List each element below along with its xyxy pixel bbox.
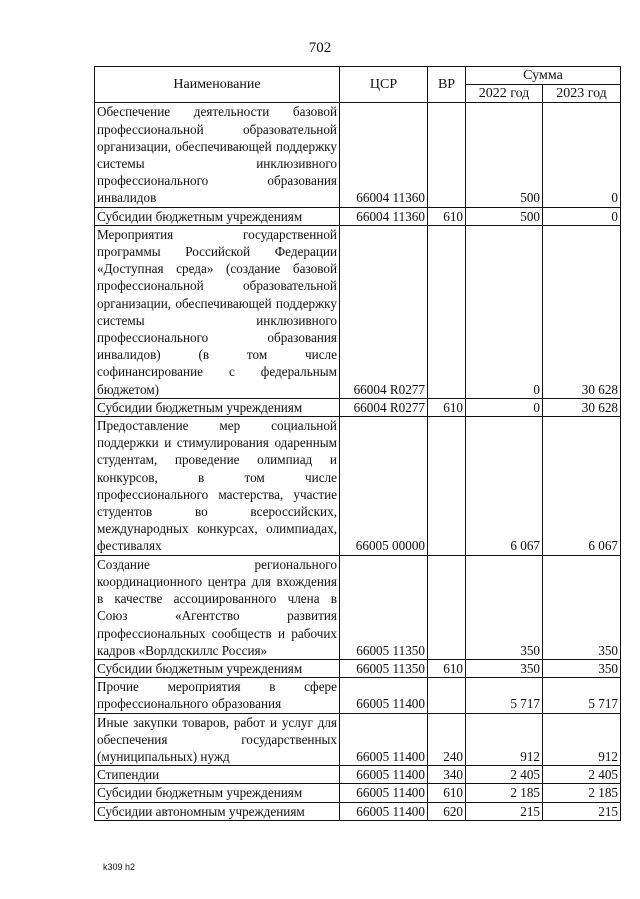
row-sum-2023: 2 405 xyxy=(543,766,621,784)
row-name: Субсидии бюджетным учреждениям xyxy=(95,207,340,225)
row-vr: 340 xyxy=(428,766,466,784)
row-vr xyxy=(428,103,466,207)
row-sum-2023: 215 xyxy=(543,802,621,820)
row-sum-2023: 30 628 xyxy=(543,398,621,416)
row-vr: 240 xyxy=(428,713,466,766)
header-year-2023: 2023 год xyxy=(543,85,621,103)
table-row xyxy=(95,659,621,677)
row-sum-2022: 215 xyxy=(466,802,543,820)
row-sum-2022: 0 xyxy=(466,398,543,416)
table-row xyxy=(95,225,621,398)
table-row xyxy=(95,678,621,713)
table-row xyxy=(95,784,621,802)
row-csr: 66005 11400 xyxy=(340,678,428,713)
row-sum-2023: 6 067 xyxy=(543,417,621,556)
row-sum-2023: 2 185 xyxy=(543,784,621,802)
row-vr: 610 xyxy=(428,659,466,677)
row-name: Обеспечение деятельности базовой профессиональной образовательной организации, обеспечивающей поддержку системы инклюзивного профессионального образования инвалидов xyxy=(95,103,340,207)
row-name: Прочие мероприятия в сфере профессионального образования xyxy=(95,678,340,713)
header-csr: ЦСР xyxy=(340,67,428,103)
row-vr: 610 xyxy=(428,784,466,802)
table-row xyxy=(95,766,621,784)
row-name: Субсидии бюджетным учреждениям xyxy=(95,784,340,802)
row-sum-2022: 2 185 xyxy=(466,784,543,802)
row-name: Иные закупки товаров, работ и услуг для обеспечения государственных (муниципальных) нужд xyxy=(95,713,340,766)
row-name: Субсидии бюджетным учреждениям xyxy=(95,659,340,677)
row-vr: 620 xyxy=(428,802,466,820)
row-sum-2023: 350 xyxy=(543,659,621,677)
header-vr: ВР xyxy=(428,67,466,103)
row-sum-2022: 5 717 xyxy=(466,678,543,713)
table-row xyxy=(95,417,621,556)
row-sum-2022: 350 xyxy=(466,555,543,659)
row-sum-2023: 5 717 xyxy=(543,678,621,713)
row-name: Стипендии xyxy=(95,766,340,784)
table-row xyxy=(95,207,621,225)
row-sum-2022: 500 xyxy=(466,207,543,225)
row-vr xyxy=(428,678,466,713)
table-row xyxy=(95,398,621,416)
row-sum-2023: 912 xyxy=(543,713,621,766)
row-name: Мероприятия государственной программы Российской Федерации «Доступная среда» (создание базовой профессиональной образовательной организации, обеспечивающей поддержку системы инклюзивного профессионального образования инвалидов) (в том числе софинансирование с федеральным бюджетом) xyxy=(95,225,340,398)
table-row xyxy=(95,802,621,820)
row-sum-2022: 912 xyxy=(466,713,543,766)
row-vr xyxy=(428,417,466,556)
page-number: 702 xyxy=(308,40,332,56)
row-sum-2022: 6 067 xyxy=(466,417,543,556)
row-name: Создание регионального координационного центра для вхождения в качестве ассоциированного члена в Союз «Агентство развития профессиональных сообществ и рабочих кадров «Ворлдскиллс Россия» xyxy=(95,555,340,659)
row-name: Субсидии бюджетным учреждениям xyxy=(95,398,340,416)
row-sum-2023: 0 xyxy=(543,103,621,207)
table-row xyxy=(95,713,621,766)
header-year-2022: 2022 год xyxy=(466,85,543,103)
row-csr: 66004 11360 xyxy=(340,103,428,207)
row-csr: 66005 11350 xyxy=(340,659,428,677)
row-sum-2023: 30 628 xyxy=(543,225,621,398)
header-name: Наименование xyxy=(95,67,340,103)
row-name: Предоставление мер социальной поддержки и стимулирования одаренным студентам, проведение олимпиад и конкурсов, в том числе профессионального мастерства, участие студентов во всероссийских, международных конкурсах, олимпиадах, фестивалях xyxy=(95,417,340,556)
row-sum-2023: 350 xyxy=(543,555,621,659)
row-vr: 610 xyxy=(428,207,466,225)
row-vr xyxy=(428,555,466,659)
row-csr: 66005 11400 xyxy=(340,713,428,766)
row-csr: 66005 11400 xyxy=(340,784,428,802)
row-sum-2022: 0 xyxy=(466,225,543,398)
row-csr: 66004 R0277 xyxy=(340,398,428,416)
row-csr: 66004 R0277 xyxy=(340,225,428,398)
row-sum-2023: 0 xyxy=(543,207,621,225)
row-sum-2022: 350 xyxy=(466,659,543,677)
table-row xyxy=(95,103,621,207)
row-csr: 66005 11350 xyxy=(340,555,428,659)
row-sum-2022: 2 405 xyxy=(466,766,543,784)
row-csr: 66005 11400 xyxy=(340,802,428,820)
row-sum-2022: 500 xyxy=(466,103,543,207)
budget-table xyxy=(94,66,621,821)
row-csr: 66005 00000 xyxy=(340,417,428,556)
table-row xyxy=(95,555,621,659)
footer-code: k309 h2 xyxy=(103,862,136,872)
row-name: Субсидии автономным учреждениям xyxy=(95,802,340,820)
row-vr: 610 xyxy=(428,398,466,416)
row-csr: 66005 11400 xyxy=(340,766,428,784)
row-csr: 66004 11360 xyxy=(340,207,428,225)
header-sum: Сумма xyxy=(466,67,621,85)
row-vr xyxy=(428,225,466,398)
